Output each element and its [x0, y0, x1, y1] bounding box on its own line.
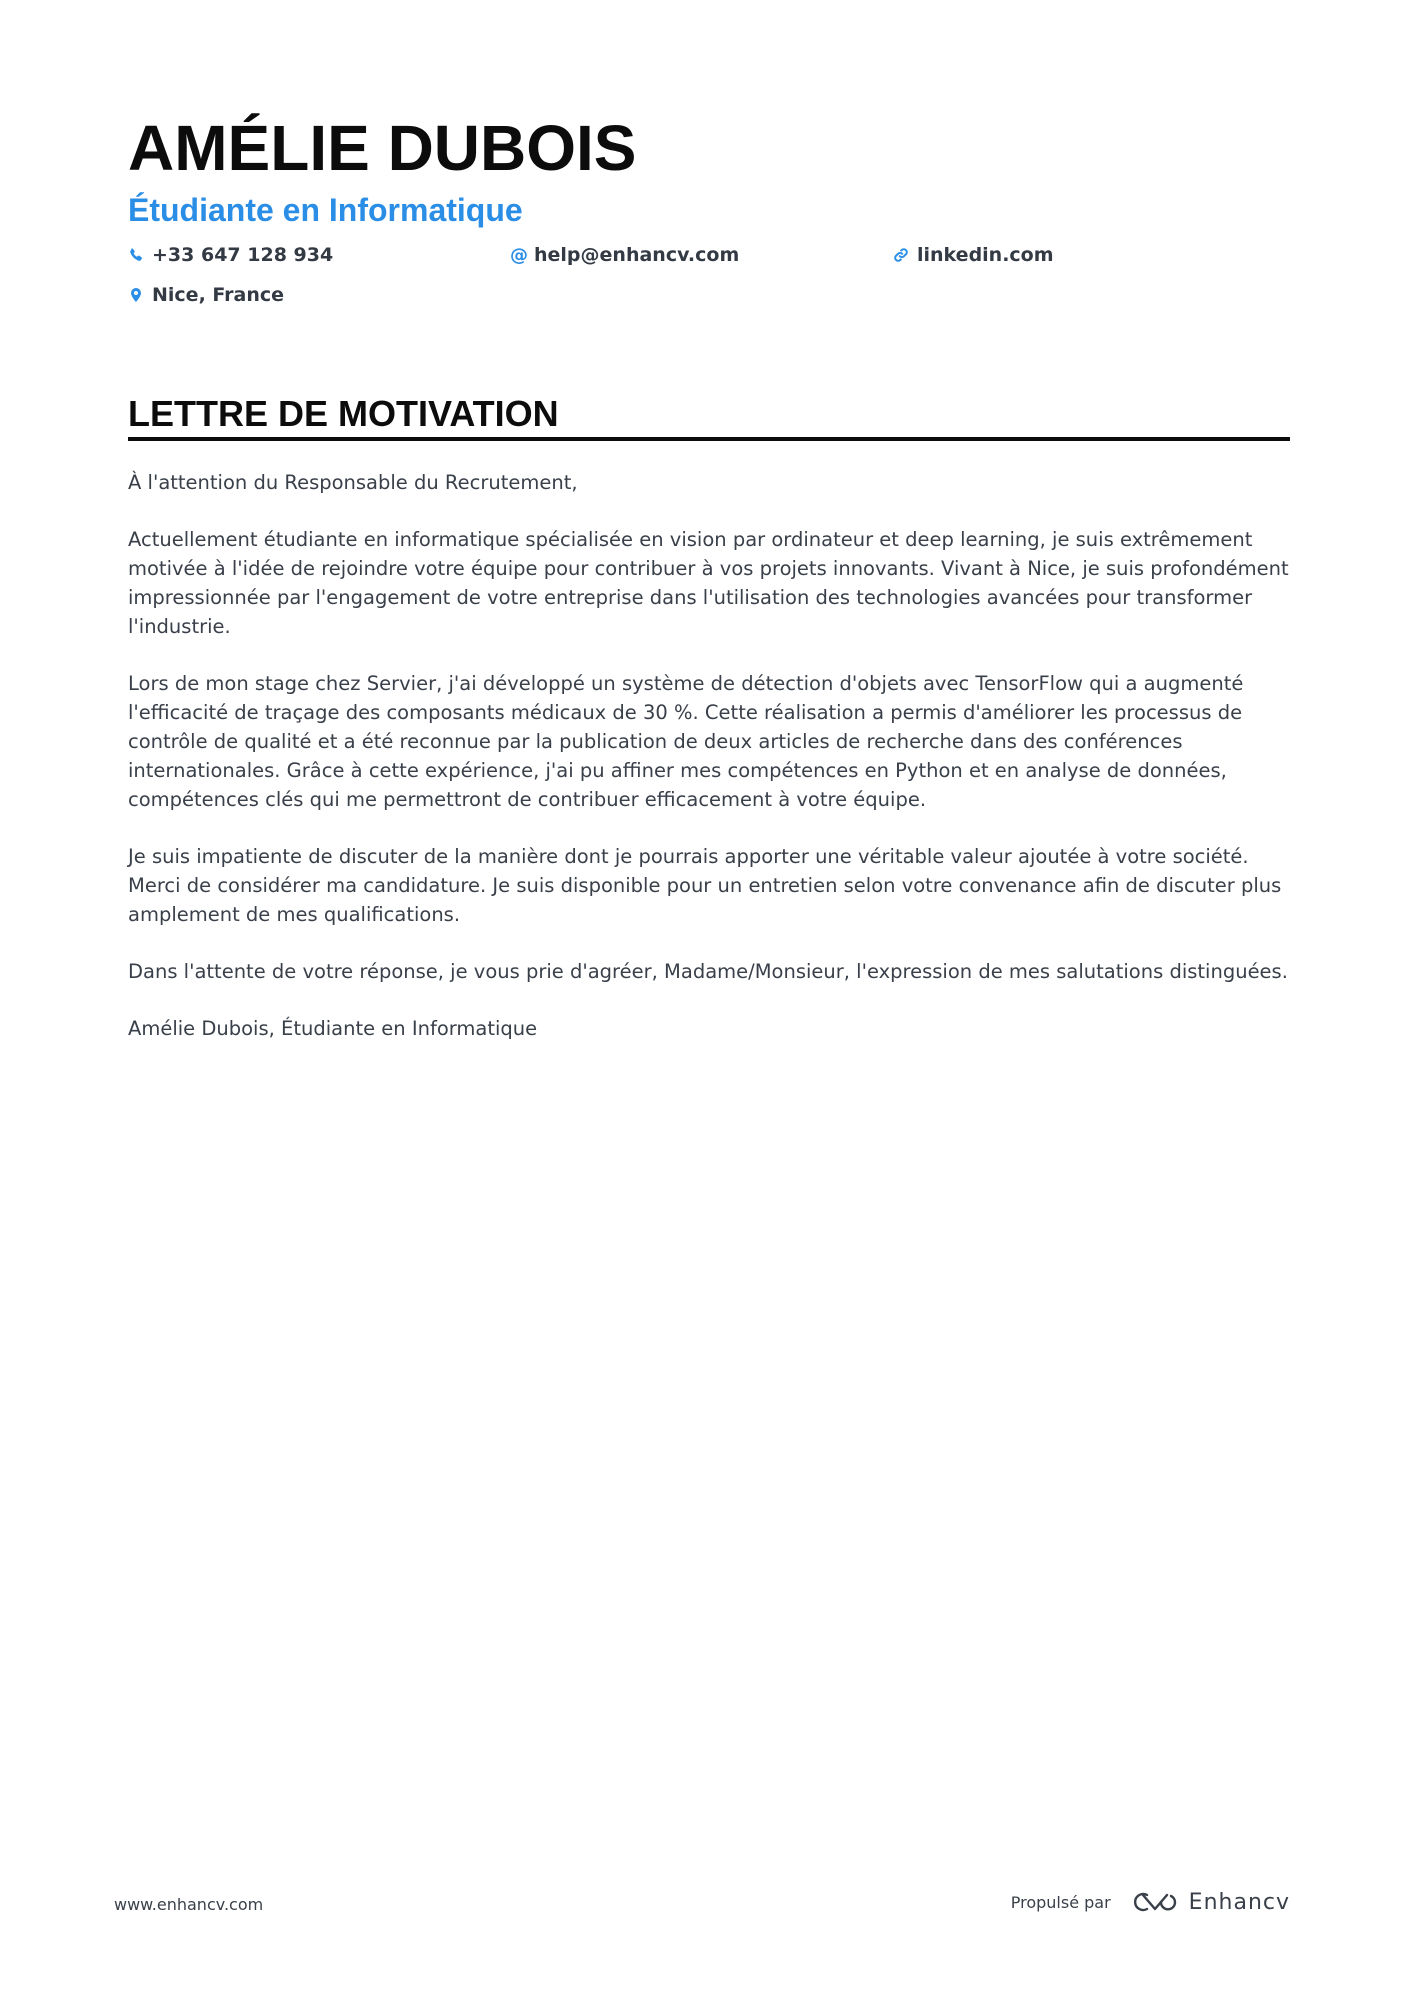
- candidate-title: Étudiante en Informatique: [128, 192, 523, 228]
- letter-paragraph: Je suis impatiente de discuter de la manière dont je pourrais apporter une véritable valeur ajoutée à votre société. Merci de considérer ma candidature. Je suis disponible pour un entretien selon votre convenance afin de discuter plus amplement de mes qualifications.: [128, 845, 1282, 926]
- contact-phone[interactable]: [128, 240, 333, 270]
- footer-url[interactable]: www.enhancv.com: [114, 1895, 264, 1914]
- section-divider: [128, 437, 1290, 441]
- letter-paragraph: Actuellement étudiante en informatique spécialisée en vision par ordinateur et deep learning, je suis extrêmement motivée à l'idée de rejoindre votre équipe pour contribuer à vos projets innovants. Vivant à Nice, je suis profondément impressionnée par l'engagement de votre entreprise dans l'utilisation des technologies avancées pour transformer l'industrie.: [128, 528, 1289, 638]
- letter-closing: Dans l'attente de votre réponse, je vous prie d'agréer, Madame/Monsieur, l'expression de mes salutations distinguées.: [128, 960, 1288, 983]
- letter-signature: Amélie Dubois, Étudiante en Informatique: [128, 1017, 538, 1040]
- location-text: Nice, France: [152, 284, 285, 306]
- footer-branding[interactable]: [1011, 1886, 1290, 1918]
- brand-name: Enhancv: [1188, 1889, 1290, 1915]
- powered-by-label: Propulsé par: [1010, 1892, 1111, 1912]
- contact-linkedin[interactable]: [893, 240, 1054, 270]
- phone-text: +33 647 128 934: [152, 244, 334, 266]
- candidate-name: AMÉLIE DUBOIS: [128, 112, 637, 184]
- email-text: help@enhancv.com: [534, 244, 740, 266]
- contact-email[interactable]: [510, 240, 739, 270]
- contact-location: [128, 280, 284, 310]
- letter-body: [128, 468, 1293, 1071]
- letter-greeting: À l'attention du Responsable du Recrutement,: [128, 471, 578, 494]
- linkedin-text: linkedin.com: [917, 244, 1054, 266]
- section-title: LETTRE DE MOTIVATION: [128, 393, 559, 434]
- enhancv-logo-icon: [1131, 1889, 1177, 1915]
- at-icon: @: [510, 244, 528, 266]
- link-icon: [893, 247, 909, 263]
- phone-icon: [128, 247, 144, 263]
- map-pin-icon: [128, 287, 144, 303]
- letter-paragraph: Lors de mon stage chez Servier, j'ai développé un système de détection d'objets avec TensorFlow qui a augmenté l'efficacité de traçage des composants médicaux de 30 %. Cette réalisation a permis d'améliorer les processus de contrôle de qualité et a été reconnue par la publication de deux articles de recherche dans des conférences internationales. Grâce à cette expérience, j'ai pu affiner mes compétences en Python et en analyse de données, compétences clés qui me permettront de contribuer efficacement à votre équipe.: [128, 672, 1244, 811]
